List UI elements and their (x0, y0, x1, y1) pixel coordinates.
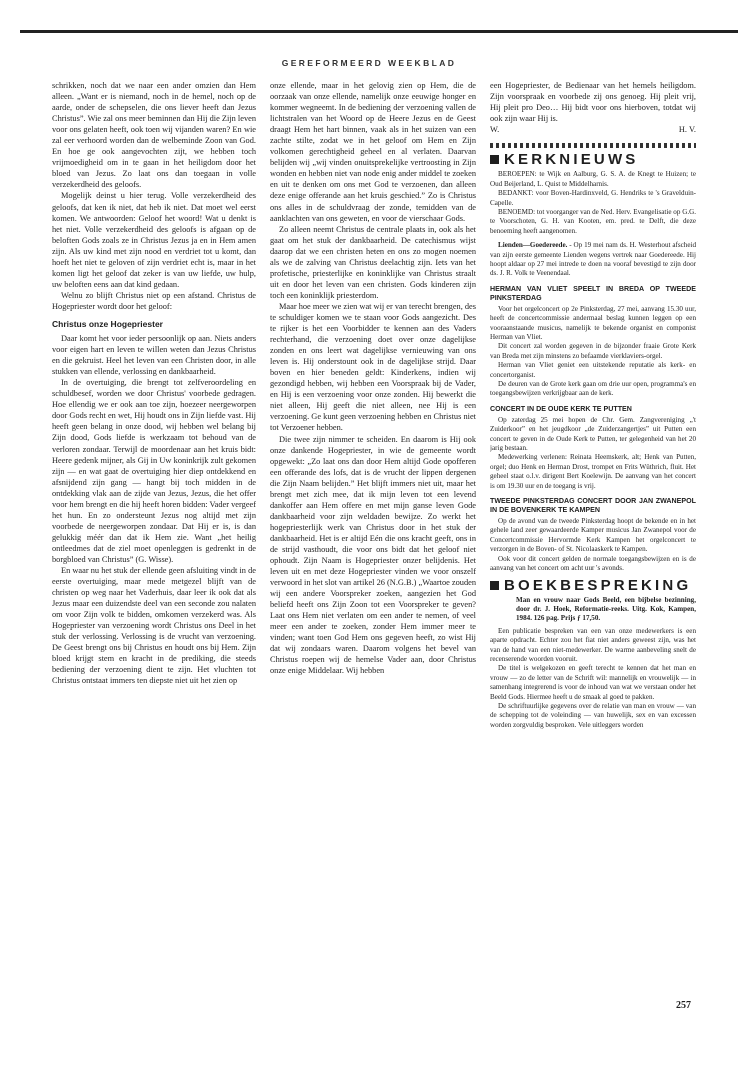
news-paragraph: Medewerking verlenen: Reinata Heemskerk, alt; Henk van Putten, orgel; duo Henk en Herman Drost, trompet en Frits Wüthrich, fluit. Het geheel staat o.l.v. dirigent Bert Koelewijn. De aanvang van het concert is om 19.30 uur en de toegang is vrij. (490, 453, 696, 490)
subheading: Christus onze Hogepriester (52, 318, 163, 329)
paragraph: een Hogepriester, de Bedienaar van het hemels heiligdom. Zijn voorspraak en voorbede zij ons genoeg. Hij pleit vrij, Hij pleit pro Deo… Hij bidt voor ons hierboven, totdat wij ook zijn waar Hij is. (490, 81, 696, 124)
paragraph: Daar komt het voor ieder persoonlijk op aan. Niets anders voor eigen hart en leven te willen weten dan Jezus Christus en die gekruist. Heel het leven van een Christen door, in alle stukken van ellende, verlossing en dankbaarheid. (52, 334, 256, 377)
news-heading: CONCERT IN DE OUDE KERK TE PUTTEN (490, 404, 632, 413)
news-item-text: - Op 19 mei nam ds. H. Westerhout afscheid van zijn eerste gemeente Lienden wegens vertrek naar Goedereede. Hij hoopt aldaar op 27 mei intrede te doen na vooraf bevestigd te zijn door ds. J. R. Volk te Veenendaal. (490, 241, 696, 278)
paragraph: Mogelijk deinst u hier terug. Volle verzekerdheid des geloofs, dat ken ik niet, dat heb ik niet. Dat moet wel eerst komen. We antwoorden: Geloof het woord! Wat u denkt is het niet. Volle verzekerdheid des geloofs is afgaan op de beloften Gods zoals ze in Christus Jezus ja en in Hem amen zijn. Als uw kind met zijn nood en verdriet tot u komt, dan hoeft het niet te geloven of zijn verdriet echt is, maar in het komen ligt het geloof dat zeker is van uw liefde, uw hulp, uw beloften eens aan dat kind gedaan. (52, 191, 256, 289)
paragraph: Maar hoe meer we zien wat wij er van terecht brengen, des te schuldiger komen we te staan voor Gods aangezicht. Des te rijker is het een Voorbidder te kennen aan des Vaders rechterhand, die verzoening doet over onze dagelijkse zonden en ons leert wat dagelijkse vernieuwing van ons leven is. Hij onderstount ook in de dagelijkse strijd. Daar boven en hier beneden geldt: Kinderkens, indien wij gezondigd hebben, wij hebben een Voorspraak bij de Vader, en Hij is een verzoening voor onze zonden. Hij bewerkt die niet alleen, Hij geeft die niet alleen, nee Hij is een verzoening. Ge kunt geen verzoening hebben en Christus niet tot Verzoener hebben. (270, 301, 476, 433)
news-item: BENOEMD: tot voorganger van de Ned. Herv. Evangelisatie op G.G. te Voorschoten, G. H. van Kooten, em. pred. te Delft, die deze benoeming heeft aangenomen. (490, 207, 696, 235)
news-paragraph: Ook voor dit concert gelden de normale toegangsbewijzen en is de aanvang van het concert om acht uur 's avonds. (490, 554, 696, 573)
news-item (490, 241, 696, 279)
news-block (490, 170, 696, 573)
signature-right: H. V. (678, 125, 696, 135)
book-review (490, 596, 696, 731)
review-paragraph: De titel is welgekozen en geeft terecht te kennen dat het man en vrouw — zo de letter van de Schrift wil: mannelijk en vrouwelijk — in samenhang integrerend is voor de inhoud van wat we verstaan onder het Beeld Gods. Hiermee heeft u de smaak al goed te pakken. (490, 664, 696, 701)
column-middle (270, 80, 476, 1040)
paragraph: En waar nu het stuk der ellende geen afsluiting vindt in de eerste overtuiging, maar mede metgezel blijft van de christen op weg naar het Vaderhuis, daar leer ik ook dat als Jezus maar een duizendste deel van een seconde zou nalaten om voor Zijn volk te bidden, omkomen verzekerd was. Als Hogepriester van verzoening wordt Christus ons Deel in het stuk der verlossing. Verlossing is de vrucht van verzoening. De Geest brengt ons bij Christus en houdt ons bij Hem. Zijn bloed krijgt stem en kracht in de prediking, die steeds bediening der verzoening dient te zijn. Het vluchten tot Christus ontstaat immers ten diepste niet uit het zien op (52, 566, 256, 686)
paragraph: In de overtuiging, die brengt tot zelfveroordeling en schuldbesef, worden we door Christus' voorbede gedragen. Hoe ellendig we er ook aan toe zijn, hoezeer neergeworpen door Gods recht en wet, Hij houdt ons in Zijn liefde vast. Hij heeft geen belang in onze dood, wij hebben wel belang bij Zijn dood, Gods liefde is werkzaam tot behoud van de verloren zondaar. Terwijl de moordenaar aan het kruis bidt: Heere gedenk mijner, als Gij in Uw koninkrijk zult gekomen zijn — en wat gaat de overtuiging hier diep ontdekkend en afsnijdend zijn gang — hangt bij toch midden in de ontdekking vlak aan de zijde van Jezus, Jezus, die het offer voor hem brengt en die hij heeft horen bidden: Vader vergeef het hun. En zo ondersteunt Jezus nog altijd met zijn voorbede de neergeworpen zondaar. Dat Hij er is, is dan gelukkig méér dan dat ik Hem zie. Want „het heilig ontleedmes dat de ziel moet openleggen is gedrenkt in de borgbloed van Christus” (G. Wisse). (52, 378, 256, 564)
decorative-divider (490, 143, 696, 148)
news-paragraph: Op zaterdag 25 mei hopen de Chr. Gem. Zangvereniging „'t Zuiderkoor” en het jeugdkoor „de Zuiderzangertjes” uit Putten een concert te geven in de Oude Kerk te Putten, ter gelegenheid van het 20 jarig bestaan. (490, 415, 696, 453)
paragraph: Zo alleen neemt Christus de centrale plaats in, ook als het gaat om het stuk der dankbaarheid. De catechismus wijst daarop dat we een christen heten en ons zo mogen noemen als we de zalving van Christus deelachtig zijn. Iets van het profetische, priesterlijke en koninklijke van Christus straalt uit en door het leven van een christen. Gods kinderen zijn toch een koninklijk priesterdom. (270, 224, 476, 300)
news-heading: HERMAN VAN VLIET SPEELT IN BREDA OP TWEEDE PINKSTERDAG (490, 284, 696, 302)
news-paragraph: Herman van Vliet geniet een uitstekende reputatie als kerk- en concertorganist. (490, 361, 696, 379)
paragraph: onze ellende, maar in het gelovig zien op Hem, die de oorzaak van onze ellende, namelijk onze eeuwige honger en kommer wegneemt. In de bediening der verzoening vallen de lichtstralen van het Woord op de Heere Jezus en de Geest draagt Hem het hart binnen, vaak als in het suizen van een zachte stilte, zodat we in het geloof om Hem en Zijn volkomen gerechtigheid geheel en al verlaten. Daarvan belijden wij „wij vinden onuitsprekelijke vertroosting in Zijn wonden en hebben niet van node enig ander middel te zoeken en uit te denken om ons met God te verzoenen, dan alleen deze enige offerande aan het kruis geschied.” Zo is Christus ons alles in de schuldvraag der zonde, temidden van de aanklachten van ons geweten, en voor de vierschaar Gods. (270, 81, 476, 223)
review-paragraph: De schriftuurlijke gegevens over de relatie van man en vrouw — van de schepping tot de voleinding — van huwelijk, sex en van excessen worden zorgvuldig besproken. Vele uitleggers worden (490, 702, 696, 729)
review-paragraph: Een publicatie bespreken van een van onze medewerkers is een aparte opdracht. Echter zou het fiat niet anders geweest zijn, was het van de hand van een niet-medewerker. De warme aanbeveling snelt de recenserende woorden vooruit. (490, 626, 696, 663)
paragraph: Welnu zo blijft Christus niet op een afstand. Christus de Hogepriester wordt door het geloof: (52, 290, 256, 311)
signature-left: W. (490, 125, 500, 135)
section-heading-boekbespreking (490, 576, 696, 594)
paragraph: Die twee zijn nimmer te scheiden. En daarom is Hij ook onze dankende Hogepriester, in wie de gemeente wordt opgewekt: „Zo laat ons dan door Hem altijd Gode opofferen een offerande des lofs, dat is de vrucht der lippen dergenen die Zijn Naam belijden.” Het blijft immers niet uit, maar het brengt met zich mee, dat ik mijn leven tot een levend dankoffer aan Hem offere en met mijn ganse leven Gode dankbaarheid voor zijn weldaden bewijze. Zo werkt het hogepriesterlijk werk van Christus door in het stuk der dankbaarheid. Het is er altijd Eén die ons kracht geeft, ons in de strijd vasthoudt, die voor ons bidt dat het geloof niet ophoudt. Zijn Naam is Hogepriester onzer belijdenis. Het leven uit en met deze Hogepriester vinden we voor onszelf verwoord in het slot van artikel 26 (N.G.B.) „Waartoe zouden wij een andere Voorspreker zoeken, aangezien het God beliefd heeft ons Zijn Zoon tot een Voorspreker te geven? Laat ons Hem niet verlaten om een ander te nemen, of veel meer een ander te zoeken, zonder Hem immer meer te vinden; want toen God Hem ons gegeven heeft, zo wist Hij dat wij zondaars waren. Daarom volgens het bevel van Christus roepen wij de hemelse Vader aan, door Christus onze enige Middelaar. Wij hebben (270, 434, 476, 676)
section-heading-text: BOEKBESPREKING (504, 576, 692, 594)
journal-header: GEREFORMEERD WEEKBLAD (281, 58, 457, 68)
paragraph: schrikken, noch dat we naar een ander omzien dan Hem alleen. „Want er is niemand, noch in de hemel, noch op de aarde, onder de schepselen, die ons liever heeft dan Jezus Christus”. Wie zal ons meer beminnen dan Hij die Zijn leven voor ons gelaten heeft, ook toen wij vijanden waren? En wie zal eer verhoord worden dan de welbeminde Zoon van God. En hoe ge ook aangevochten zijt, we hebben toch vrijmoedigheid om in te gaan in het heiligdom door het bloed van Jezus. Zo laat ons dan toegaan in volle verzekerdheid des geloofs. (52, 81, 256, 190)
section-heading-text: KERKNIEUWS (504, 151, 639, 169)
top-rule (20, 30, 738, 33)
square-bullet-icon (490, 155, 499, 164)
book-reference: Man en vrouw naar Gods Beeld, een bijbelse bezinning, door dr. J. Hoek, Reformatie-reeks. Uitg. Kok, Kampen, 1984. 126 pag. Prijs ƒ 17,50. (516, 595, 696, 623)
signature-line (490, 124, 696, 135)
column-left (52, 80, 256, 1040)
news-paragraph: Op de avond van de tweede Pinksterdag hoopt de bekende en in het gehele land zeer gewaardeerde Kamper musicus Jan Zwanepol voor de Concertcommissie Hervormde Kerk Kampen het orgelconcert te verzorgen in de Boven- of St. Nicolaaskerk te Kampen. (490, 517, 696, 554)
page-number: 257 (676, 1000, 691, 1011)
news-heading: TWEEDE PINKSTERDAG CONCERT DOOR JAN ZWANEPOL IN DE BOVENKERK TE KAMPEN (490, 497, 696, 515)
news-paragraph: De deuren van de Grote kerk gaan om drie uur open, programma's en toegangsbewijzen verkrijgbaar aan de kerk. (490, 380, 696, 398)
column-right (490, 80, 696, 1040)
square-bullet-icon (490, 581, 499, 590)
news-item-title: Lienden—Goedereede. (498, 241, 568, 250)
news-paragraph: Dit concert zal worden gegeven in de bijzonder fraaie Grote Kerk van Breda met zijn minstens zo befaamde vierklaviers-orgel. (490, 342, 696, 360)
news-item: BEROEPEN: te Wijk en Aalburg, G. S. A. de Knegt te Huizen; te Oud Beijerland, L. Quist te Middelharnis. (490, 170, 696, 188)
news-paragraph: Voor het orgelconcert op 2e Pinksterdag, 27 mei, aanvang 15.30 uur, heeft de concertcommissie andermaal beslag kunnen leggen op een vooraanstaande musicus, namelijk te bekende organist en componist Herman van Vliet. (490, 304, 696, 341)
section-heading-kerknieuws (490, 151, 696, 169)
news-item: BEDANKT: voor Boven-Hardinxveld, G. Hendriks te 's Gravelduin-Capelle. (490, 189, 696, 207)
